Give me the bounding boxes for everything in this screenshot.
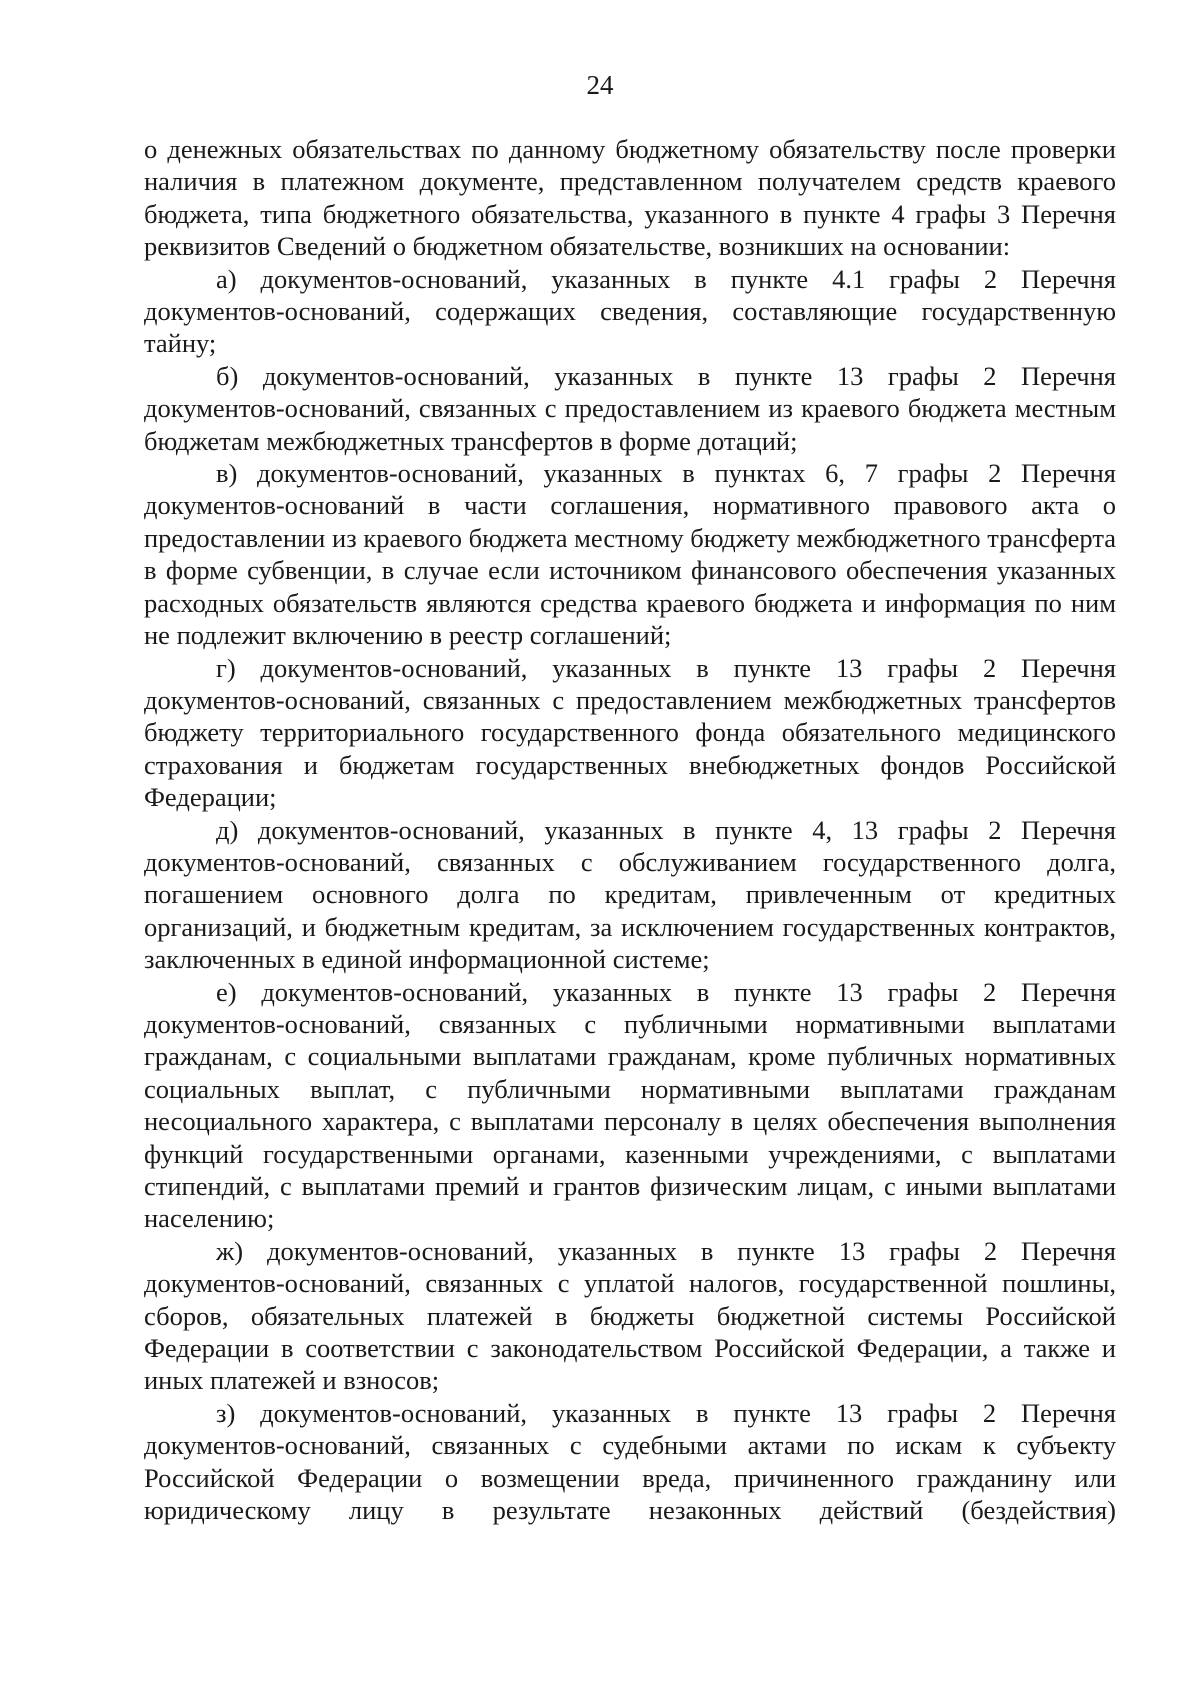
list-item-g: г) документов-оснований, указанных в пункте 13 графы 2 Перечня документов-оснований, связанных с предоставлением межбюджетных трансфертов бюджету территориального государственного фонда обязательного медицинского страхования и бюджетам государственных внебюджетных фондов Российской Федерации; <box>144 652 1116 813</box>
list-item-v: в) документов-оснований, указанных в пунктах 6, 7 графы 2 Перечня документов-оснований в части соглашения, нормативного правового акта о предоставлении из краевого бюджета местному бюджету межбюджетного трансферта в форме субвенции, в случае если источником финансового обеспечения указанных расходных обязательств являются средства краевого бюджета и информация по ним не подлежит включению в реестр соглашений; <box>144 458 1116 651</box>
list-item-d: д) документов-оснований, указанных в пункте 4, 13 графы 2 Перечня документов-оснований, связанных с обслуживанием государственного долга, погашением основного долга по кредитам, привлеченным от кредитных организаций, и бюджетным кредитам, за исключением государственных контрактов, заключенных в единой информационной системе; <box>144 814 1116 975</box>
list-item-b: б) документов-оснований, указанных в пункте 13 графы 2 Перечня документов-оснований, связанных с предоставлением из краевого бюджета местным бюджетам межбюджетных трансфертов в форме дотаций; <box>144 360 1116 456</box>
list-item-a: а) документов-оснований, указанных в пункте 4.1 графы 2 Перечня документов-оснований, содержащих сведения, составляющие государственную тайну; <box>144 263 1116 359</box>
page-number: 24 <box>586 70 614 100</box>
list-item-e: е) документов-оснований, указанных в пункте 13 графы 2 Перечня документов-оснований, связанных с публичными нормативными выплатами гражданам, с социальными выплатами гражданам, кроме публичных нормативных социальных выплат, с публичными нормативными выплатами гражданам несоциального характера, с выплатами персоналу в целях обеспечения выполнения функций государственными органами, казенными учреждениями, с выплатами стипендий, с выплатами премий и грантов физическим лицам, с иными выплатами населению; <box>144 976 1116 1234</box>
document-body <box>144 133 1116 1526</box>
intro-paragraph: о денежных обязательствах по данному бюджетному обязательству после проверки наличия в платежном документе, представленном получателем средств краевого бюджета, типа бюджетного обязательства, указанного в пункте 4 графы 3 Перечня реквизитов Сведений о бюджетном обязательстве, возникших на основании: <box>144 134 1116 262</box>
list-item-zh: ж) документов-оснований, указанных в пункте 13 графы 2 Перечня документов-оснований, связанных с уплатой налогов, государственной пошлины, сборов, обязательных платежей в бюджеты бюджетной системы Российской Федерации в соответствии с законодательством Российской Федерации, а также и иных платежей и взносов; <box>144 1235 1116 1396</box>
list-item-z: з) документов-оснований, указанных в пункте 13 графы 2 Перечня документов-оснований, связанных с судебными актами по искам к субъекту Российской Федерации о возмещении вреда, причиненного гражданину или юридическому лицу в результате незаконных действий (бездействия) <box>144 1397 1116 1526</box>
